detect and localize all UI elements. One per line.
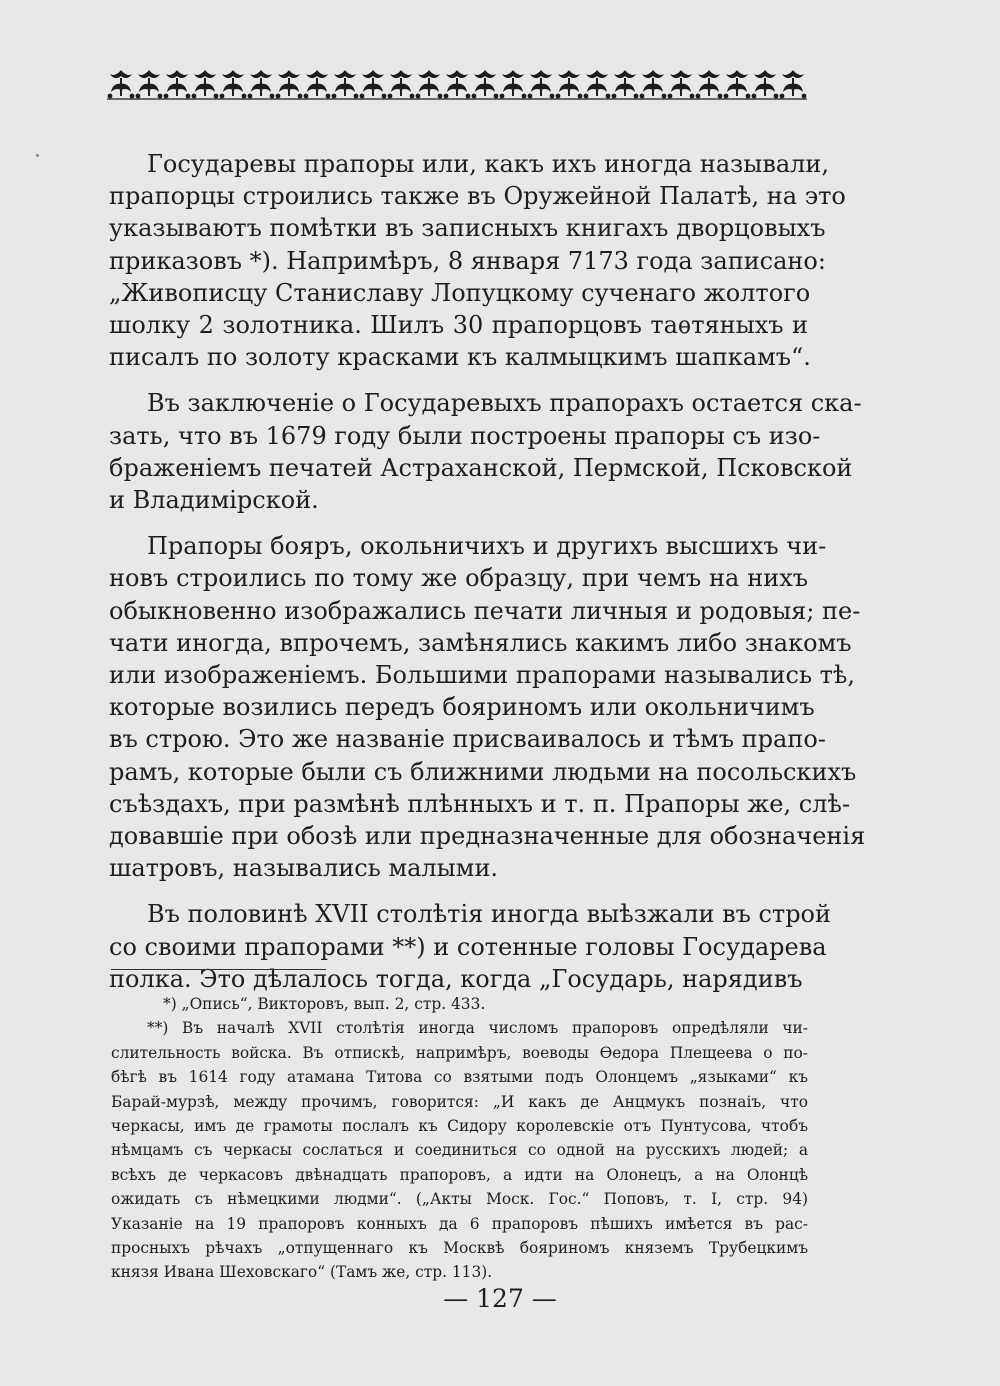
ornament-motif <box>695 70 723 99</box>
footnote-line: князя Ивана Шеховскаго“ (Тамъ же, стр. 113). <box>111 1263 493 1282</box>
text-line: со своими прапорами **) и сотенные головы Государева <box>109 932 827 961</box>
text-line: Въ половинѣ XVII столѣтiя иногда выѣзжали въ строй <box>147 900 831 929</box>
paragraph <box>109 898 831 995</box>
ornament-motif <box>247 70 275 99</box>
footnote-line: Указанiе на 19 прапоровъ конныхъ да 6 прапоровъ пѣшихъ имѣется въ рас- <box>111 1214 808 1233</box>
text-line: или изображенiемъ. Большими прапорами назывались тѣ, <box>109 661 856 690</box>
ornament-motif <box>611 70 639 99</box>
text-line: съѣздахъ, при размѣнѣ плѣнныхъ и т. п. Прапоры же, слѣ- <box>109 789 851 818</box>
ornament-motif <box>135 70 163 99</box>
ornament-motif <box>443 70 471 99</box>
ornament-motif <box>275 70 303 99</box>
footnote-separator <box>111 969 326 970</box>
text-line: браженiемъ печатей Астраханской, Пермской, Псковской <box>109 453 853 482</box>
ornament-motif <box>779 70 807 99</box>
ornament-motif <box>303 70 331 99</box>
ornament-motif <box>499 70 527 99</box>
text-line: Прапоры бояръ, окольничихъ и другихъ высшихъ чи- <box>147 532 827 561</box>
ornament-motif <box>359 70 387 99</box>
ornament-motif <box>191 70 219 99</box>
text-line: полка. Это дѣлалось тогда, когда „Государь, нарядивъ <box>109 964 803 993</box>
footnote-line: **) Въ началѣ XVII столѣтiя иногда числомъ прапоровъ опредѣляли чи- <box>147 1019 808 1038</box>
footnote-line: слительность войска. Въ отпискѣ, напримѣръ, воеводы Ѳедора Плещеева о по- <box>111 1043 808 1062</box>
footnote-line: бѣгѣ въ 1614 году атамана Титова со взятыми подъ Олонцемъ „языками“ къ <box>111 1068 808 1087</box>
ornament-motif <box>471 70 499 99</box>
ornament-motif <box>583 70 611 99</box>
footnote-line: Барай-мурзѣ, между прочимъ, говорится: „И какъ де Анцмукъ познаіъ, что <box>111 1092 808 1111</box>
text-line: чати иногда, впрочемъ, замѣнялись какимъ либо знакомъ <box>109 628 852 657</box>
ornament-motif <box>667 70 695 99</box>
text-line: „Живописцу Станиславу Лопуцкому сученаго жолтого <box>109 278 811 307</box>
footnotes <box>111 992 808 1285</box>
paragraph <box>109 148 846 373</box>
ornament-icon <box>107 66 807 102</box>
ornament-motif <box>107 70 135 99</box>
text-line: зать, что въ 1679 году были построены прапоры съ изо- <box>109 421 821 450</box>
text-line: Въ заключенiе о Государевыхъ прапорахъ остается ска- <box>147 389 862 418</box>
ornament-motif <box>527 70 555 99</box>
footnote-line: *) „Опись“, Викторовъ, вып. 2, стр. 433. <box>163 995 486 1013</box>
text-line: которые возились передъ бояриномъ или окольничимъ <box>109 693 815 722</box>
text-line: шолку 2 золотника. Шилъ 30 прапорцовъ таѳтяныхъ и <box>109 311 808 340</box>
text-line: писалъ по золоту красками къ калмыцкимъ шапкамъ“. <box>109 343 811 372</box>
footnote <box>111 992 808 1016</box>
ornament-motif <box>639 70 667 99</box>
main-text <box>109 148 866 1009</box>
paragraph <box>109 530 866 884</box>
footnote-line: просныхъ рѣчахъ „отпущеннаго къ Москвѣ бояриномъ княземъ Трубецкимъ <box>111 1239 808 1258</box>
paragraph <box>109 387 862 516</box>
ornament-motif <box>387 70 415 99</box>
ornament-motif <box>555 70 583 99</box>
ornament-motif <box>751 70 779 99</box>
decorative-ornament-band <box>107 66 807 102</box>
footnote-line: ожидать съ нѣмецкими людми“. („Акты Моск. Гос.“ Поповъ, т. I, стр. 94) <box>111 1190 808 1209</box>
text-line: рамъ, которые были съ ближними людьми на посольскихъ <box>109 757 857 786</box>
text-line: новъ строились по тому же образцу, при чемъ на нихъ <box>109 564 808 593</box>
ornament-motif <box>219 70 247 99</box>
ornament-motif <box>723 70 751 99</box>
text-line: въ строю. Это же названiе присваивалось и тѣмъ прапо- <box>109 725 826 754</box>
footnote-line: черкасы, имъ де грамоты послалъ къ Сидору королевскiе отъ Пунтусова, чтобъ <box>111 1117 808 1136</box>
footnote-line: всѣхъ де черкасовъ двѣнадцать прапоровъ, а идти на Олонецъ, а на Олонцѣ <box>111 1165 808 1184</box>
text-line: обыкновенно изображались печати личныя и родовыя; пе- <box>109 596 861 625</box>
ornament-motif <box>331 70 359 99</box>
text-line: шатровъ, назывались малыми. <box>109 854 499 883</box>
page-number: — 127 — <box>443 1284 557 1313</box>
paper-speck <box>36 154 39 157</box>
ornament-motif <box>415 70 443 99</box>
text-line: Государевы прапоры или, какъ ихъ иногда называли, <box>147 150 830 178</box>
text-line: довавшiе при обозѣ или предназначенные для обозначенiя <box>109 822 866 851</box>
text-line: прапорцы строились также въ Оружейной Палатѣ, на это <box>109 182 846 211</box>
footnote-line: нѣмцамъ съ черкасы сослаться и соединиться со одной на русскихъ людей; а <box>111 1141 808 1160</box>
text-line: указываютъ помѣтки въ записныхъ книгахъ дворцовыхъ <box>109 214 826 243</box>
text-line: приказовъ *). Напримѣръ, 8 января 7173 года записано: <box>109 246 826 275</box>
ornament-motif <box>163 70 191 99</box>
footnote <box>111 1016 808 1284</box>
text-line: и Владимiрской. <box>109 486 319 515</box>
